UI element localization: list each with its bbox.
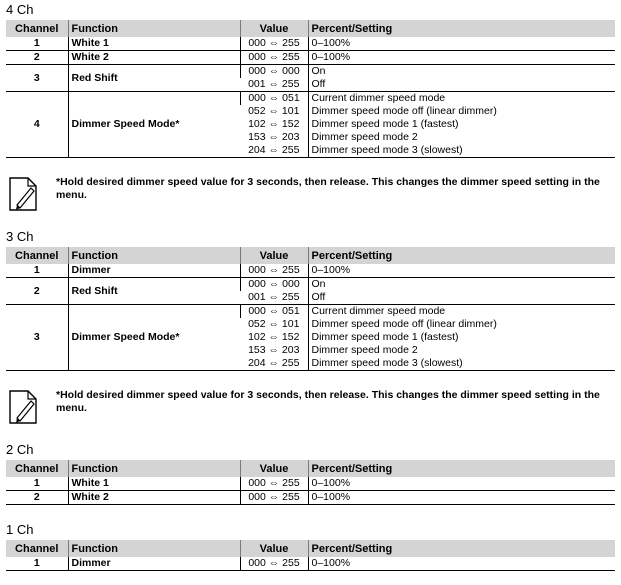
- function-cell: White 1: [68, 37, 240, 51]
- setting-cell: Dimmer speed mode off (linear dimmer): [308, 318, 615, 331]
- setting-cell: On: [308, 65, 615, 79]
- table-row: [6, 491, 615, 505]
- note-block: [8, 389, 617, 429]
- col-header-percent: Percent/Setting: [308, 540, 615, 557]
- table-row: [6, 278, 615, 292]
- setting-cell: 0–100%: [308, 477, 615, 491]
- section-4ch: [6, 2, 615, 158]
- value-cell: 052 ⇔ 101: [248, 105, 300, 117]
- setting-cell: Current dimmer speed mode: [308, 305, 615, 319]
- section-title: 4 Ch: [6, 2, 34, 17]
- setting-cell: 0–100%: [308, 51, 615, 65]
- col-header-value: Value: [240, 460, 308, 477]
- setting-cell: Off: [308, 78, 615, 92]
- col-header-value: Value: [240, 20, 308, 37]
- setting-cell: 0–100%: [308, 264, 615, 278]
- col-header-channel: Channel: [6, 460, 68, 477]
- table-row: [6, 557, 615, 571]
- section-1ch: [6, 522, 615, 571]
- value-cell: 153 ⇔ 203: [248, 344, 300, 356]
- function-cell: White 1: [68, 477, 240, 491]
- dmx-table: [6, 20, 615, 158]
- note-text: *Hold desired dimmer speed value for 3 seconds, then release. This changes the dimmer speed setting in the menu.: [56, 176, 600, 201]
- setting-cell: Dimmer speed mode 2: [308, 344, 615, 357]
- value-cell: 000 ⇔ 255: [240, 557, 308, 571]
- table-row: [6, 51, 615, 65]
- function-cell: Dimmer: [68, 557, 240, 571]
- table-row: [6, 305, 615, 319]
- col-header-channel: Channel: [6, 247, 68, 264]
- dmx-table: [6, 460, 615, 505]
- setting-cell: Current dimmer speed mode: [308, 92, 615, 106]
- value-cell: 001 ⇔ 255: [240, 291, 308, 305]
- section-title: 3 Ch: [6, 229, 34, 244]
- value-cell: 153 ⇔ 203: [248, 131, 300, 143]
- channel-cell: 1: [6, 557, 68, 571]
- section-title: 2 Ch: [6, 442, 34, 457]
- note-pencil-icon: [8, 389, 38, 425]
- value-cell: 000 ⇔ 255: [240, 477, 308, 491]
- note-block: [8, 176, 617, 216]
- note-text: *Hold desired dimmer speed value for 3 seconds, then release. This changes the dimmer speed setting in the menu.: [56, 389, 600, 414]
- setting-cell: Dimmer speed mode 3 (slowest): [308, 357, 615, 371]
- setting-cell: 0–100%: [308, 37, 615, 51]
- setting-cell: Dimmer speed mode 2: [308, 131, 615, 144]
- function-cell: White 2: [68, 51, 240, 65]
- setting-cell: 0–100%: [308, 491, 615, 505]
- table-row: [6, 37, 615, 51]
- setting-cell: Dimmer speed mode 3 (slowest): [308, 144, 615, 158]
- section-2ch: [6, 442, 615, 505]
- col-header-percent: Percent/Setting: [308, 20, 615, 37]
- channel-cell: 3: [6, 65, 68, 92]
- section-3ch: [6, 229, 615, 371]
- function-cell: White 2: [68, 491, 240, 505]
- value-cell: 000 ⇔ 255: [240, 37, 308, 51]
- col-header-channel: Channel: [6, 540, 68, 557]
- channel-cell: 2: [6, 51, 68, 65]
- value-cell: 000 ⇔ 051: [240, 305, 308, 319]
- setting-cell: On: [308, 278, 615, 292]
- function-cell: Red Shift: [68, 65, 240, 92]
- col-header-value: Value: [240, 540, 308, 557]
- channel-cell: 3: [6, 305, 68, 371]
- col-header-value: Value: [240, 247, 308, 264]
- value-cell: 000 ⇔ 000: [240, 65, 308, 79]
- section-title: 1 Ch: [6, 522, 34, 537]
- function-cell: Red Shift: [68, 278, 240, 305]
- value-cell: 204 ⇔ 255: [240, 357, 308, 371]
- setting-cell: Dimmer speed mode off (linear dimmer): [308, 105, 615, 118]
- setting-cell: Dimmer speed mode 1 (fastest): [308, 118, 615, 131]
- channel-cell: 1: [6, 264, 68, 278]
- setting-cell: Dimmer speed mode 1 (fastest): [308, 331, 615, 344]
- value-cell: 052 ⇔ 101: [248, 318, 300, 330]
- channel-cell: 4: [6, 92, 68, 158]
- col-header-function: Function: [68, 247, 240, 264]
- channel-cell: 2: [6, 278, 68, 305]
- table-header-row: [6, 460, 615, 477]
- value-cell: 204 ⇔ 255: [240, 144, 308, 158]
- col-header-function: Function: [68, 540, 240, 557]
- table-row: [6, 92, 615, 106]
- value-cell: 001 ⇔ 255: [240, 78, 308, 92]
- function-cell: Dimmer Speed Mode*: [68, 92, 240, 158]
- value-cell: 102 ⇔ 152: [248, 331, 300, 343]
- value-cell: 000 ⇔ 051: [240, 92, 308, 106]
- function-cell: Dimmer: [68, 264, 240, 278]
- dmx-table: [6, 247, 615, 371]
- col-header-function: Function: [68, 20, 240, 37]
- channel-cell: 1: [6, 477, 68, 491]
- table-row: [6, 65, 615, 79]
- table-row: [6, 264, 615, 278]
- value-cell: 000 ⇔ 000: [240, 278, 308, 292]
- note-pencil-icon: [8, 176, 38, 212]
- col-header-percent: Percent/Setting: [308, 247, 615, 264]
- table-header-row: [6, 540, 615, 557]
- table-row: [6, 477, 615, 491]
- col-header-channel: Channel: [6, 20, 68, 37]
- channel-cell: 2: [6, 491, 68, 505]
- table-header-row: [6, 20, 615, 37]
- col-header-function: Function: [68, 460, 240, 477]
- table-header-row: [6, 247, 615, 264]
- setting-cell: 0–100%: [308, 557, 615, 571]
- value-cell: 000 ⇔ 255: [240, 51, 308, 65]
- setting-cell: Off: [308, 291, 615, 305]
- value-cell: 000 ⇔ 255: [240, 491, 308, 505]
- value-cell: 102 ⇔ 152: [248, 118, 300, 130]
- dmx-table: [6, 540, 615, 571]
- function-cell: Dimmer Speed Mode*: [68, 305, 240, 371]
- channel-cell: 1: [6, 37, 68, 51]
- col-header-percent: Percent/Setting: [308, 460, 615, 477]
- value-cell: 000 ⇔ 255: [240, 264, 308, 278]
